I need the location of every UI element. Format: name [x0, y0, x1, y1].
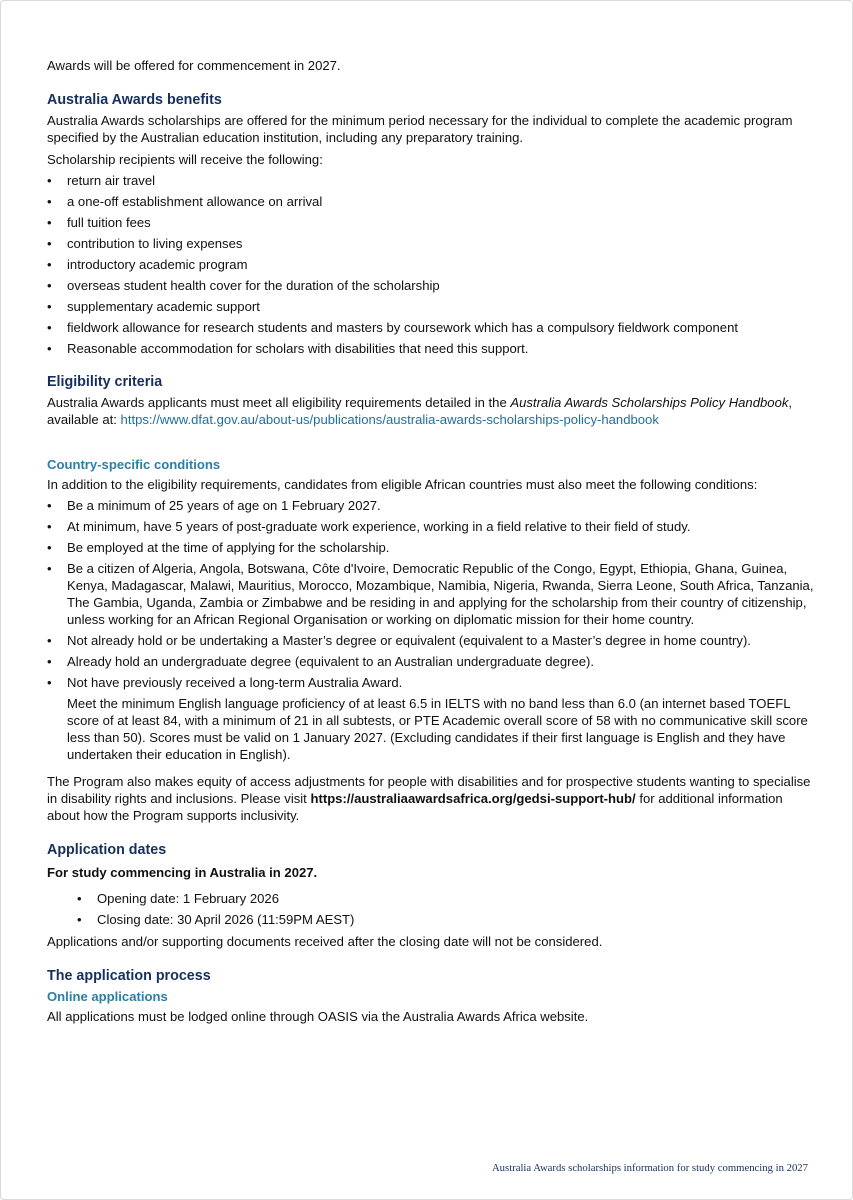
- benefits-heading: Australia Awards benefits: [47, 92, 222, 108]
- equity-text-after: for additional information about how the Program supports inclusivity.: [47, 791, 783, 823]
- benefit-item: • full tuition fees: [47, 214, 817, 231]
- benefit-item: • contribution to living expenses: [47, 235, 817, 252]
- benefit-item: • Reasonable accommodation for scholars with disabilities that need this support.: [47, 340, 817, 357]
- benefit-item: • fieldwork allowance for research students and masters by coursework which has a compulsory fieldwork component: [47, 319, 817, 336]
- benefits-list: [47, 172, 817, 357]
- opening-date: • Opening date: 1 February 2026: [47, 890, 817, 907]
- benefits-intro: Scholarship recipients will receive the following:: [47, 152, 323, 167]
- benefit-item: • supplementary academic support: [47, 298, 817, 315]
- process-heading: The application process: [47, 968, 211, 984]
- document-content: [47, 57, 817, 1025]
- online-applications-heading: Online applications: [47, 989, 168, 1004]
- benefits-paragraph: Australia Awards scholarships are offered for the minimum period necessary for the individual to complete the academic program specified by the Australian education institution, including any preparatory training.: [47, 113, 793, 145]
- benefit-item: • a one-off establishment allowance on arrival: [47, 193, 817, 210]
- eligibility-text-after: , available at:: [47, 395, 793, 427]
- gedsi-link[interactable]: https://australiaawardsafrica.org/gedsi-support-hub/: [310, 791, 636, 806]
- country-conditions-list: [47, 497, 817, 691]
- handbook-title: Australia Awards Scholarships Policy Handbook: [510, 395, 789, 410]
- eligibility-paragraph: [47, 394, 817, 428]
- condition-item: • Not have previously received a long-term Australia Award.: [47, 674, 817, 691]
- benefit-item: • return air travel: [47, 172, 817, 189]
- eligibility-heading: Eligibility criteria: [47, 374, 163, 390]
- equity-text-before: The Program also makes equity of access adjustments for people with disabilities and for prospective students wanting to specialise in disability rights and inclusions. Please visit: [47, 774, 811, 806]
- condition-item: • At minimum, have 5 years of post-graduate work experience, working in a field relative to their field of study.: [47, 518, 817, 535]
- equity-paragraph: [47, 773, 817, 824]
- condition-item: • Be a minimum of 25 years of age on 1 February 2027.: [47, 497, 817, 514]
- process-text: All applications must be lodged online through OASIS via the Australia Awards Africa website.: [47, 1009, 589, 1024]
- dates-list: [47, 890, 817, 928]
- eligibility-text-before: Australia Awards applicants must meet all eligibility requirements detailed in the: [47, 395, 511, 410]
- handbook-link[interactable]: https://www.dfat.gov.au/about-us/publications/australia-awards-scholarships-policy-handbook: [120, 412, 659, 427]
- condition-item: • Not already hold or be undertaking a Master’s degree or equivalent (equivalent to a Master’s degree in home country).: [47, 632, 817, 649]
- condition-item: • Be employed at the time of applying for the scholarship.: [47, 539, 817, 556]
- benefit-item: • introductory academic program: [47, 256, 817, 273]
- page-footer: Australia Awards scholarships information for study commencing in 2027: [491, 1162, 808, 1174]
- condition-item: • Already hold an undergraduate degree (equivalent to an Australian undergraduate degree).: [47, 653, 817, 670]
- benefit-item: • overseas student health cover for the duration of the scholarship: [47, 277, 817, 294]
- country-heading: Country-specific conditions: [47, 457, 221, 472]
- intro-text: Awards will be offered for commencement in 2027.: [47, 58, 341, 73]
- dates-subheading: For study commencing in Australia in 2027.: [47, 865, 318, 880]
- closing-date: • Closing date: 30 April 2026 (11:59PM AEST): [47, 911, 817, 928]
- dates-heading: Application dates: [47, 842, 167, 858]
- country-intro: In addition to the eligibility requirements, candidates from eligible African countries must also meet the following conditions:: [47, 477, 758, 492]
- dates-note: Applications and/or supporting documents received after the closing date will not be considered.: [47, 934, 603, 949]
- condition-item: • Be a citizen of Algeria, Angola, Botswana, Côte d'Ivoire, Democratic Republic of the Congo, Egypt, Ethiopia, Ghana, Guinea, Kenya, Madagascar, Malawi, Mauritius, Morocco, Mozambique, Namibia, Nigeria, Rwanda, Sierra Leone, South Africa, Tanzania, The Gambia, Uganda, Zambia or Zimbabwe and be residing in and applying for the scholarship from their country of citizenship, unless working for an African Regional Organisation or working on diplomatic mission for their home country.: [47, 560, 817, 628]
- english-requirement: Meet the minimum English language proficiency of at least 6.5 in IELTS with no band less than 6.0 (an internet based TOEFL score of at least 84, with a minimum of 21 in all subtests, or PTE Academic overall score of 58 with no communicative skill score less than 50). Scores must be valid on 1 January 2027. (Excluding candidates if their first language is English and they have undertaken their education in English).: [67, 696, 808, 762]
